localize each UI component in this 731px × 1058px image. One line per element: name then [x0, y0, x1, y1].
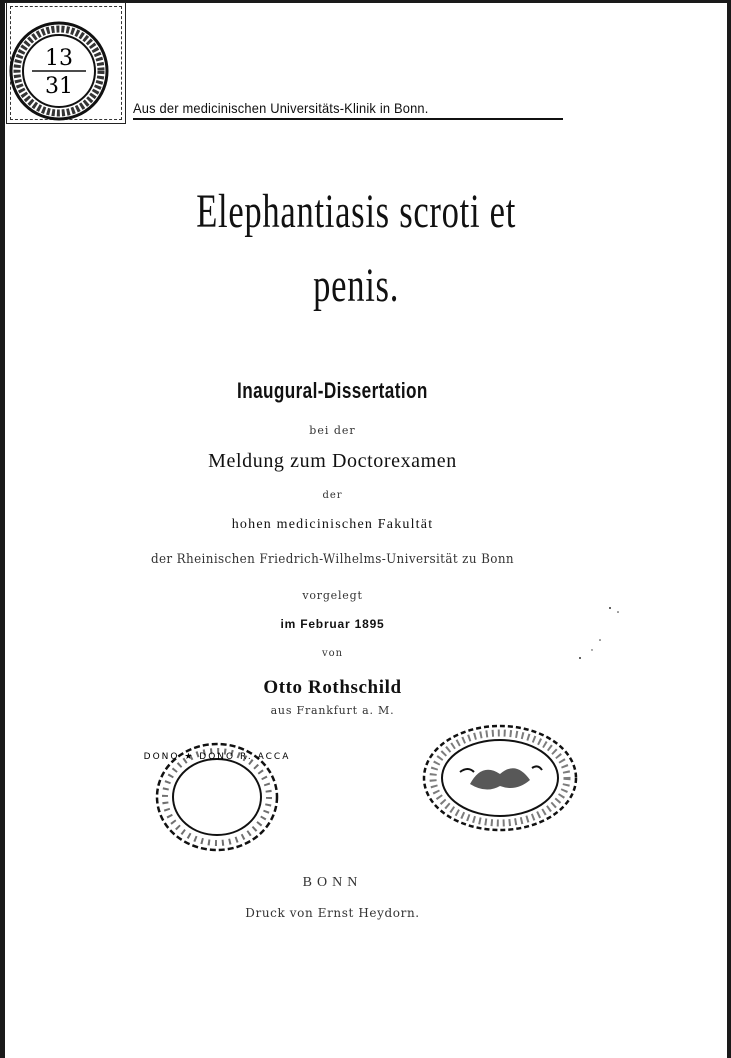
- der-text: der: [322, 490, 343, 501]
- vorgelegt-text: vorgelegt: [302, 589, 363, 602]
- shelfmark-number-bottom: 31: [45, 74, 73, 99]
- institution-text: Aus der medicinischen Universitäts-Klinik in Bonn.: [133, 100, 429, 116]
- meldung-text: Meldung zum Doctorexamen: [208, 450, 457, 472]
- institution-header: [133, 100, 563, 120]
- scan-specks: [570, 600, 630, 680]
- universitaet-text: der Rheinischen Friedrich-Wilhelms-Universität zu Bonn: [150, 552, 514, 567]
- subtitle: Inaugural-Dissertation: [237, 378, 428, 403]
- imprint-printer: Druck von Ernst Heydorn.: [245, 906, 420, 920]
- library-oval-stamp: [420, 722, 580, 834]
- fakultaet-text: hohen medicinischen Fakultät: [231, 517, 434, 532]
- date-text: im Februar 1895: [280, 617, 385, 631]
- title-line-1: Elephantiasis scroti et: [196, 185, 517, 238]
- author-origin: aus Frankfurt a. M.: [270, 704, 395, 717]
- von-text: von: [321, 648, 344, 659]
- imprint-city: BONN: [302, 875, 363, 890]
- library-shelfmark-stamp: [8, 20, 110, 122]
- donor-ring-text: DONO ★ DONO R. ACCA: [143, 752, 291, 762]
- bei-der-text: bei der: [309, 424, 356, 437]
- scan-edge-right: [727, 0, 731, 1058]
- author-name: Otto Rothschild: [263, 677, 402, 698]
- donation-stamp: [143, 741, 291, 853]
- shelfmark-number-top: 13: [45, 46, 73, 71]
- title-line-2: penis.: [313, 259, 400, 312]
